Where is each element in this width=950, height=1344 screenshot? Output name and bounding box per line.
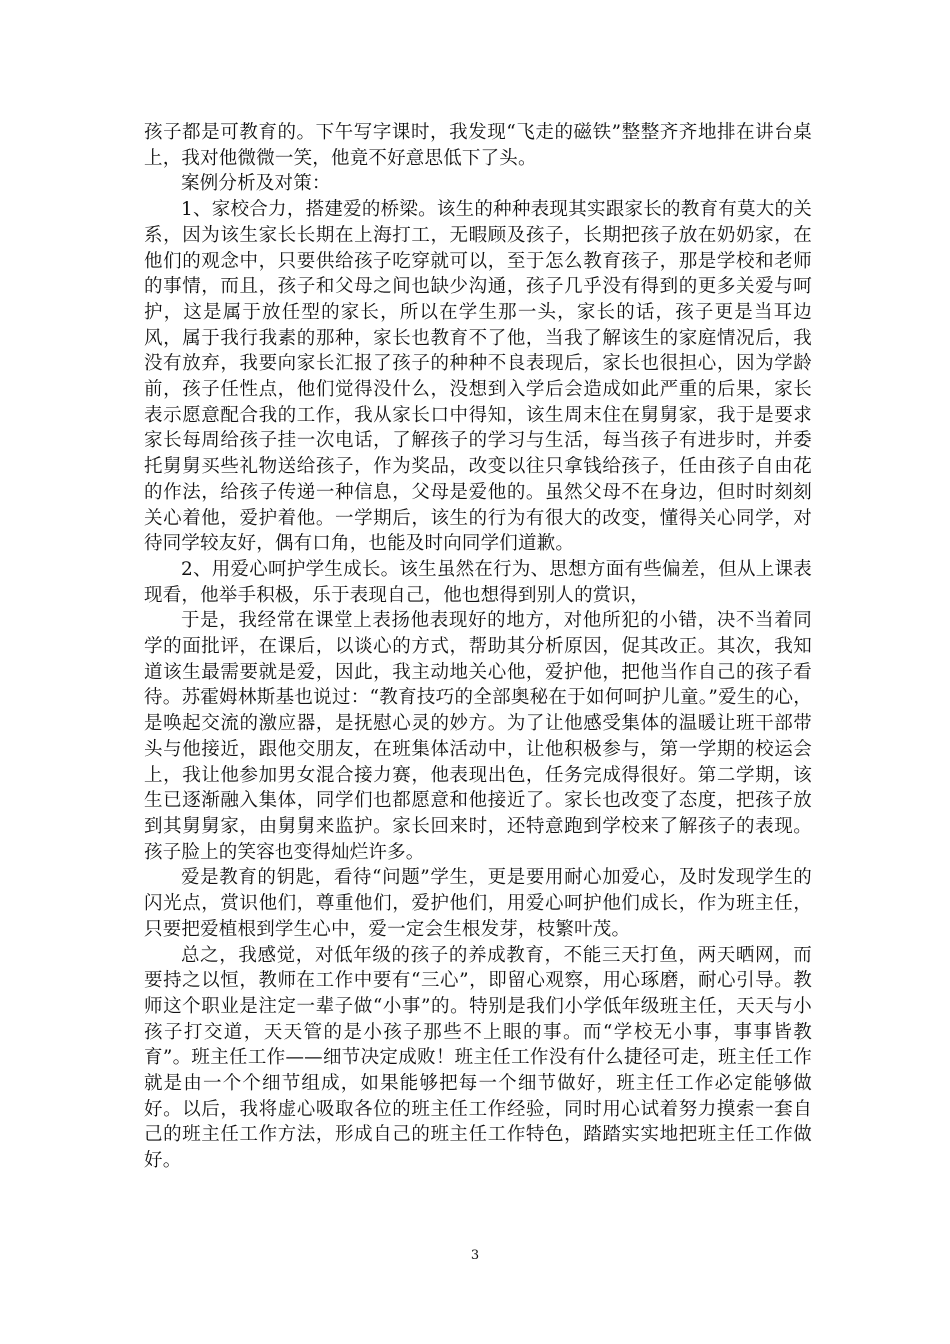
paragraph: 爱是教育的钥匙，看待“问题”学生，更是要用耐心加爱心，及时发现学生的闪光点，赏识他们，尊重他们，爱护他们，用爱心呵护他们成长，作为班主任，只要把爱植根到学生心中，爱一定会生根发芽，枝繁叶茂。 bbox=[144, 867, 812, 940]
paragraph: 于是，我经常在课堂上表扬他表现好的地方，对他所犯的小错，决不当着同学的面批评，在课后，以谈心的方式，帮助其分析原因，促其改正。其次，我知道该生最需要就是爱，因此，我主动地关心他，爱护他，把他当作自己的孩子看待。苏霍姆林斯基也说过：“教育技巧的全部奥秘在于如何呵护儿童。”爱生的心，是唤起交流的激应器，是抚慰心灵的妙方。为了让他感受集体的温暖让班干部带头与他接近，跟他交朋友，在班集体活动中，让他积极参与，第一学期的校运会上，我让他参加男女混合接力赛，他表现出色，任务完成得很好。第二学期，该生已逐渐融入集体，同学们也都愿意和他接近了。家长也改变了态度，把孩子放到其舅舅家，由舅舅来监护。家长回来时，还特意跑到学校来了解孩子的表现。孩子脸上的笑容也变得灿烂许多。 bbox=[144, 610, 812, 863]
paragraph: 1、家校合力，搭建爱的桥梁。该生的种种表现其实跟家长的教育有莫大的关系，因为该生家长长期在上海打工，无暇顾及孩子，长期把孩子放在奶奶家，在他们的观念中，只要供给孩子吃穿就可以，至于怎么教育孩子，那是学校和老师的事情，而且，孩子和父母之间也缺少沟通，孩子几乎没有得到的更多关爱与呵护，这是属于放任型的家长，所以在学生那一头，家长的话，孩子更是当耳边风，属于我行我素的那种，家长也教育不了他，当我了解该生的家庭情况后，我没有放弃，我要向家长汇报了孩子的种种不良表现后，家长也很担心，因为学龄前，孩子任性点，他们觉得没什么，没想到入学后会造成如此严重的后果，家长表示愿意配合我的工作，我从家长口中得知，该生周末住在舅舅家，我于是要求家长每周给孩子挂一次电话，了解孩子的学习与生活，每当孩子有进步时，并委托舅舅买些礼物送给孩子，作为奖品，改变以往只拿钱给孩子，任由孩子自由花的作法，给孩子传递一种信息，父母是爱他的。虽然父母不在身边，但时时刻刻关心着他，爱护着他。一学期后，该生的行为有很大的改变，懂得关心同学，对待同学较友好，偶有口角，也能及时向同学们道歉。 bbox=[144, 199, 812, 555]
page-number: 3 bbox=[470, 1248, 480, 1263]
body-text bbox=[144, 120, 812, 1174]
paragraph: 总之，我感觉，对低年级的孩子的养成教育，不能三天打鱼，两天晒网，而要持之以恒，教师在工作中要有“三心”，即留心观察，用心琢磨，耐心引导。教师这个职业是注定一辈子做“小事”的。特别是我们小学低年级班主任，天天与小孩子打交道，天天管的是小孩子那些不上眼的事。而“学校无小事，事事皆教育”。班主任工作——细节决定成败！班主任工作没有什么捷径可走，班主任工作就是由一个个细节组成，如果能够把每一个细节做好，班主任工作必定能够做好。以后，我将虚心吸取各位的班主任工作经验，同时用心试着努力摸索一套自己的班主任工作方法，形成自己的班主任工作特色，踏踏实实地把班主任工作做好。 bbox=[144, 944, 812, 1172]
paragraph: 孩子都是可教育的。下午写字课时，我发现“飞走的磁铁”整整齐齐地排在讲台桌上，我对他微微一笑，他竟不好意思低下了头。 bbox=[144, 122, 812, 169]
paragraph: 2、用爱心呵护学生成长。该生虽然在行为、思想方面有些偏差，但从上课表现看，他举手积极，乐于表现自己，他也想得到别人的赏识， bbox=[144, 558, 812, 606]
section-heading: 案例分析及对策： bbox=[181, 173, 331, 195]
